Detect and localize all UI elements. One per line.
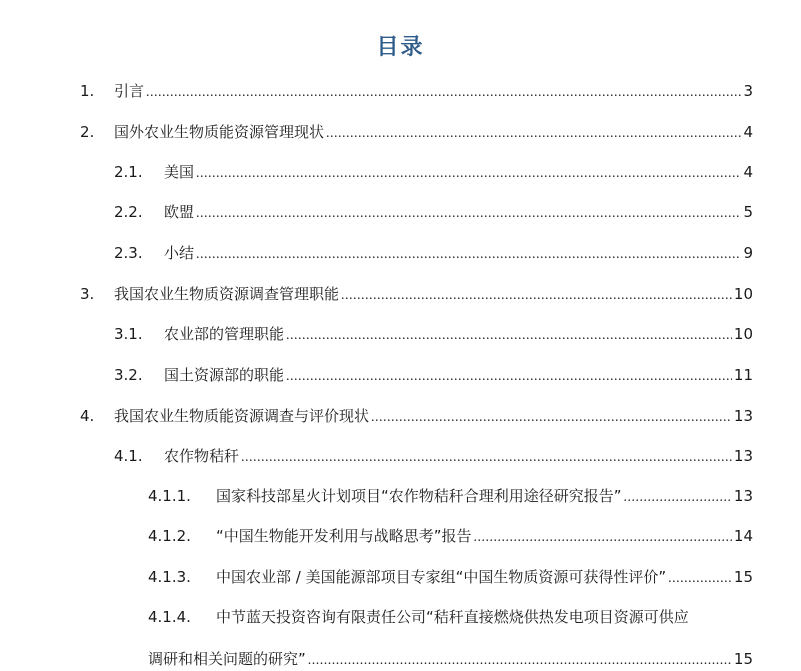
leader-dots xyxy=(474,528,732,548)
toc-entry[interactable] xyxy=(114,162,753,184)
toc-number: 3. xyxy=(80,285,95,303)
toc-title: 国家科技部星火计划项目“农作物秸秆合理利用途径研究报告” xyxy=(216,487,622,505)
toc-title: “中国生物能开发利用与战略思考”报告 xyxy=(216,527,472,545)
toc-page-number: 13 xyxy=(733,407,753,425)
toc-number: 4. xyxy=(80,407,95,425)
toc-entry[interactable] xyxy=(80,122,753,144)
toc-page-number: 10 xyxy=(733,325,753,343)
toc-title-continuation: 调研和相关问题的研究” xyxy=(148,650,306,668)
toc-number: 2.1. xyxy=(114,163,143,181)
toc-number: 4.1.3. xyxy=(148,568,191,586)
toc-entry[interactable] xyxy=(114,365,753,387)
toc-number: 4.1. xyxy=(114,447,143,465)
toc-title: 我国农业生物质资源调查管理职能 xyxy=(114,285,340,303)
toc-title: 美国 xyxy=(164,163,195,181)
toc-page-number: 13 xyxy=(733,447,753,465)
toc-title: 中国农业部 / 美国能源部项目专家组“中国生物质资源可获得性评价” xyxy=(216,568,667,586)
toc-number: 4.1.1. xyxy=(148,487,191,505)
toc-entry-continuation[interactable] xyxy=(148,649,753,671)
leader-dots xyxy=(668,569,732,589)
toc-entry[interactable] xyxy=(114,446,753,468)
toc-entry[interactable] xyxy=(148,607,753,627)
toc-page-number: 4 xyxy=(743,123,753,141)
toc-title: 小结 xyxy=(164,244,195,262)
leader-dots xyxy=(196,164,741,184)
page-title: 目录 xyxy=(376,35,425,60)
leader-dots xyxy=(341,286,732,306)
toc-number: 1. xyxy=(80,82,95,100)
toc-entry[interactable] xyxy=(148,567,753,589)
toc-title: 农业部的管理职能 xyxy=(164,325,285,343)
toc-title: 引言 xyxy=(114,82,145,100)
leader-dots xyxy=(196,204,741,224)
leader-dots xyxy=(241,448,732,468)
toc-page-number: 9 xyxy=(743,244,753,262)
toc-entry[interactable] xyxy=(80,284,753,306)
toc-number: 4.1.2. xyxy=(148,527,191,545)
toc-title: 中节蓝天投资咨询有限责任公司“秸秆直接燃烧供热发电项目资源可供应 xyxy=(216,608,689,626)
toc-page-number: 15 xyxy=(733,568,753,586)
leader-dots xyxy=(371,408,732,428)
toc-title: 我国农业生物质能资源调查与评价现状 xyxy=(114,407,370,425)
toc-entry[interactable] xyxy=(114,243,753,265)
toc-page-number: 11 xyxy=(733,366,753,384)
toc-entry[interactable] xyxy=(80,406,753,428)
toc-entry[interactable] xyxy=(80,81,753,103)
toc-number: 2.2. xyxy=(114,203,143,221)
toc-entry[interactable] xyxy=(148,526,753,548)
leader-dots xyxy=(286,367,732,387)
toc-number: 4.1.4. xyxy=(148,608,191,626)
leader-dots xyxy=(624,488,732,508)
toc-number: 3.2. xyxy=(114,366,143,384)
toc-page-number: 10 xyxy=(733,285,753,303)
toc-page-number: 3 xyxy=(743,82,753,100)
toc-title: 农作物秸秆 xyxy=(164,447,240,465)
leader-dots xyxy=(146,83,741,103)
toc-page-number: 13 xyxy=(733,487,753,505)
toc-title: 欧盟 xyxy=(164,203,195,221)
toc-number: 2. xyxy=(80,123,95,141)
leader-dots xyxy=(308,651,732,671)
toc-title: 国土资源部的职能 xyxy=(164,366,285,384)
toc-number: 3.1. xyxy=(114,325,143,343)
leader-dots xyxy=(326,124,741,144)
toc-page-number: 5 xyxy=(743,203,753,221)
toc-entry[interactable] xyxy=(114,324,753,346)
toc-title: 国外农业生物质能资源管理现状 xyxy=(114,123,325,141)
leader-dots xyxy=(286,326,732,346)
toc-number: 2.3. xyxy=(114,244,143,262)
toc-entry[interactable] xyxy=(148,486,753,508)
toc-entry[interactable] xyxy=(114,202,753,224)
toc-page-number: 14 xyxy=(733,527,753,545)
toc-page-number: 4 xyxy=(743,163,753,181)
leader-dots xyxy=(196,245,741,265)
toc-page-number: 15 xyxy=(733,650,753,668)
